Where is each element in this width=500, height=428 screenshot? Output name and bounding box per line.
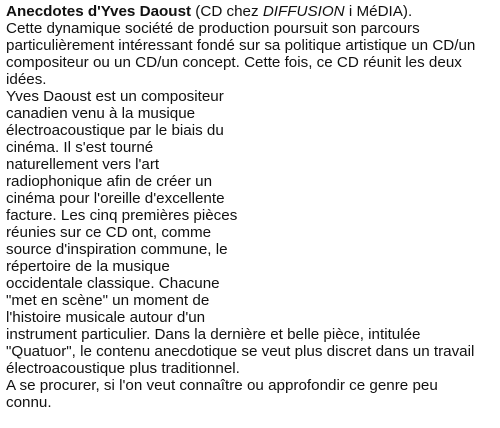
body-line: naturellement vers l'art [6,156,160,173]
article-title: Anecdotes d'Yves Daoust [6,3,192,20]
body-line: "Quatuor", le contenu anecdotique se veut plus discret dans un travail [6,343,475,360]
body-line: compositeur ou un CD/un concept. Cette fois, ce CD réunit les deux [6,54,462,71]
title-paren-open: (CD chez [191,3,263,20]
body-line: canadien venu à la musique [6,105,196,122]
body-line: instrument particulier. Dans la dernière et belle pièce, intitulée [6,326,421,343]
body-line: facture. Les cinq premières pièces [6,207,238,224]
title-paren-close: i MéDIA). [344,3,413,20]
body-line: Yves Daoust est un compositeur [6,88,224,105]
body-line: "met en scène" un moment de [6,292,210,309]
body-line: Cette dynamique société de production poursuit son parcours [6,20,420,37]
body-line: source d'inspiration commune, le [6,241,228,258]
body-line: connu. [6,394,52,411]
body-line: électroacoustique plus traditionnel. [6,360,240,377]
body-line: cinéma. Il s'est tourné [6,139,154,156]
body-line: radiophonique afin de créer un [6,173,213,190]
body-line: cinéma pour l'oreille d'excellente [6,190,225,207]
body-line: électroacoustique par le biais du [6,122,224,139]
body-line: particulièrement intéressant fondé sur sa politique artistique un CD/un [6,37,476,54]
body-line: occidentale classique. Chacune [6,275,220,292]
article-heading [6,3,412,20]
body-line: réunies sur ce CD ont, comme [6,224,212,241]
body-line: idées. [6,71,47,88]
record-label: DIFFUSION [262,3,345,20]
body-line: répertoire de la musique [6,258,170,275]
body-line: A se procurer, si l'on veut connaître ou approfondir ce genre peu [6,377,438,394]
body-line: l'histoire musicale autour d'un [6,309,206,326]
